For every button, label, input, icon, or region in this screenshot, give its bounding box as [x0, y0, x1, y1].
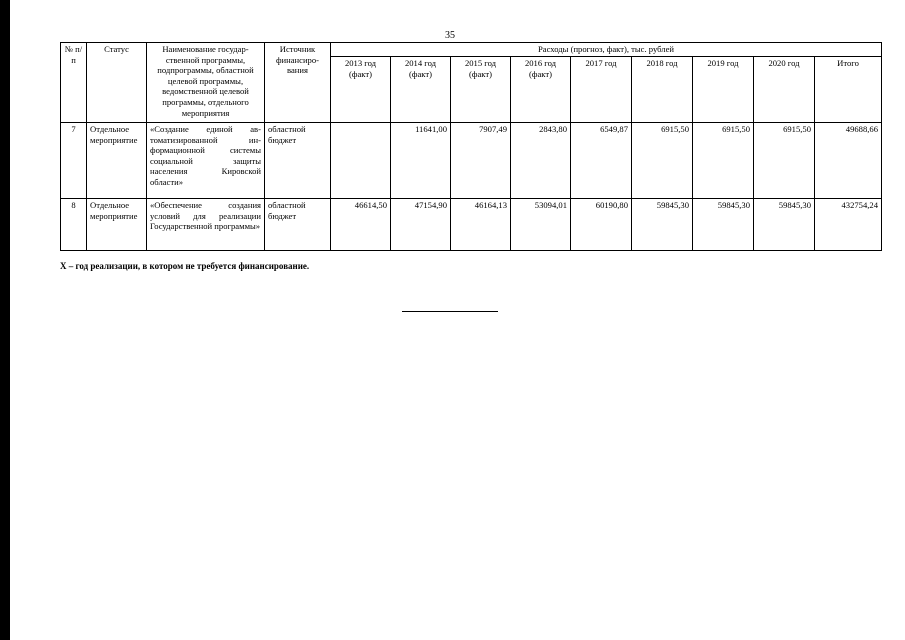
header-total: Итого [815, 57, 882, 123]
header-year-2019: 2019 год [693, 57, 754, 123]
row-status: Отдельное мероприятие [87, 199, 147, 251]
cell-2013 [331, 123, 391, 199]
cell-total: 49688,66 [815, 123, 882, 199]
table-row [61, 123, 882, 199]
cell-2017: 60190,80 [571, 199, 632, 251]
row-source: областной бюджет [265, 199, 331, 251]
table-row [61, 199, 882, 251]
separator-line [402, 311, 498, 312]
header-year-2020: 2020 год [754, 57, 815, 123]
cell-2016: 53094,01 [511, 199, 571, 251]
cell-2015: 7907,49 [451, 123, 511, 199]
header-name: Наименование государственной программы, подпрограммы, областной целевой программы, ведомственной целевой программы, отдельного мероприятия [147, 43, 265, 123]
row-num: 8 [61, 199, 87, 251]
row-source: областной бюджет [265, 123, 331, 199]
cell-2013: 46614,50 [331, 199, 391, 251]
header-row-1 [61, 43, 882, 57]
cell-2020: 6915,50 [754, 123, 815, 199]
header-year-2018: 2018 год [632, 57, 693, 123]
footnote: Х – год реализации, в котором не требуется финансирование. [60, 261, 310, 271]
cell-2017: 6549,87 [571, 123, 632, 199]
scan-left-border [0, 0, 10, 640]
cell-2016: 2843,80 [511, 123, 571, 199]
cell-2019: 6915,50 [693, 123, 754, 199]
cell-2015: 46164,13 [451, 199, 511, 251]
header-expenses-group: Расходы (прогноз, факт), тыс. рублей [331, 43, 882, 57]
cell-total: 432754,24 [815, 199, 882, 251]
row-name: «Обеспечение создания условий для реализации Государственной программы» [147, 199, 265, 251]
page-number: 35 [445, 30, 455, 41]
header-year-2014: 2014 год (факт) [391, 57, 451, 123]
header-source: Источник финансирования [265, 43, 331, 123]
header-year-2015: 2015 год (факт) [451, 57, 511, 123]
header-num: № п/п [61, 43, 87, 123]
header-year-2016: 2016 год (факт) [511, 57, 571, 123]
cell-2019: 59845,30 [693, 199, 754, 251]
cell-2014: 11641,00 [391, 123, 451, 199]
row-num: 7 [61, 123, 87, 199]
cell-2020: 59845,30 [754, 199, 815, 251]
expenses-table [60, 42, 882, 251]
row-name: «Создание единой автоматизированной информационной системы социальной защиты населения Кировской области» [147, 123, 265, 199]
cell-2018: 59845,30 [632, 199, 693, 251]
row-status: Отдельное мероприятие [87, 123, 147, 199]
cell-2014: 47154,90 [391, 199, 451, 251]
header-year-2017: 2017 год [571, 57, 632, 123]
header-year-2013: 2013 год (факт) [331, 57, 391, 123]
cell-2018: 6915,50 [632, 123, 693, 199]
header-status: Статус [87, 43, 147, 123]
